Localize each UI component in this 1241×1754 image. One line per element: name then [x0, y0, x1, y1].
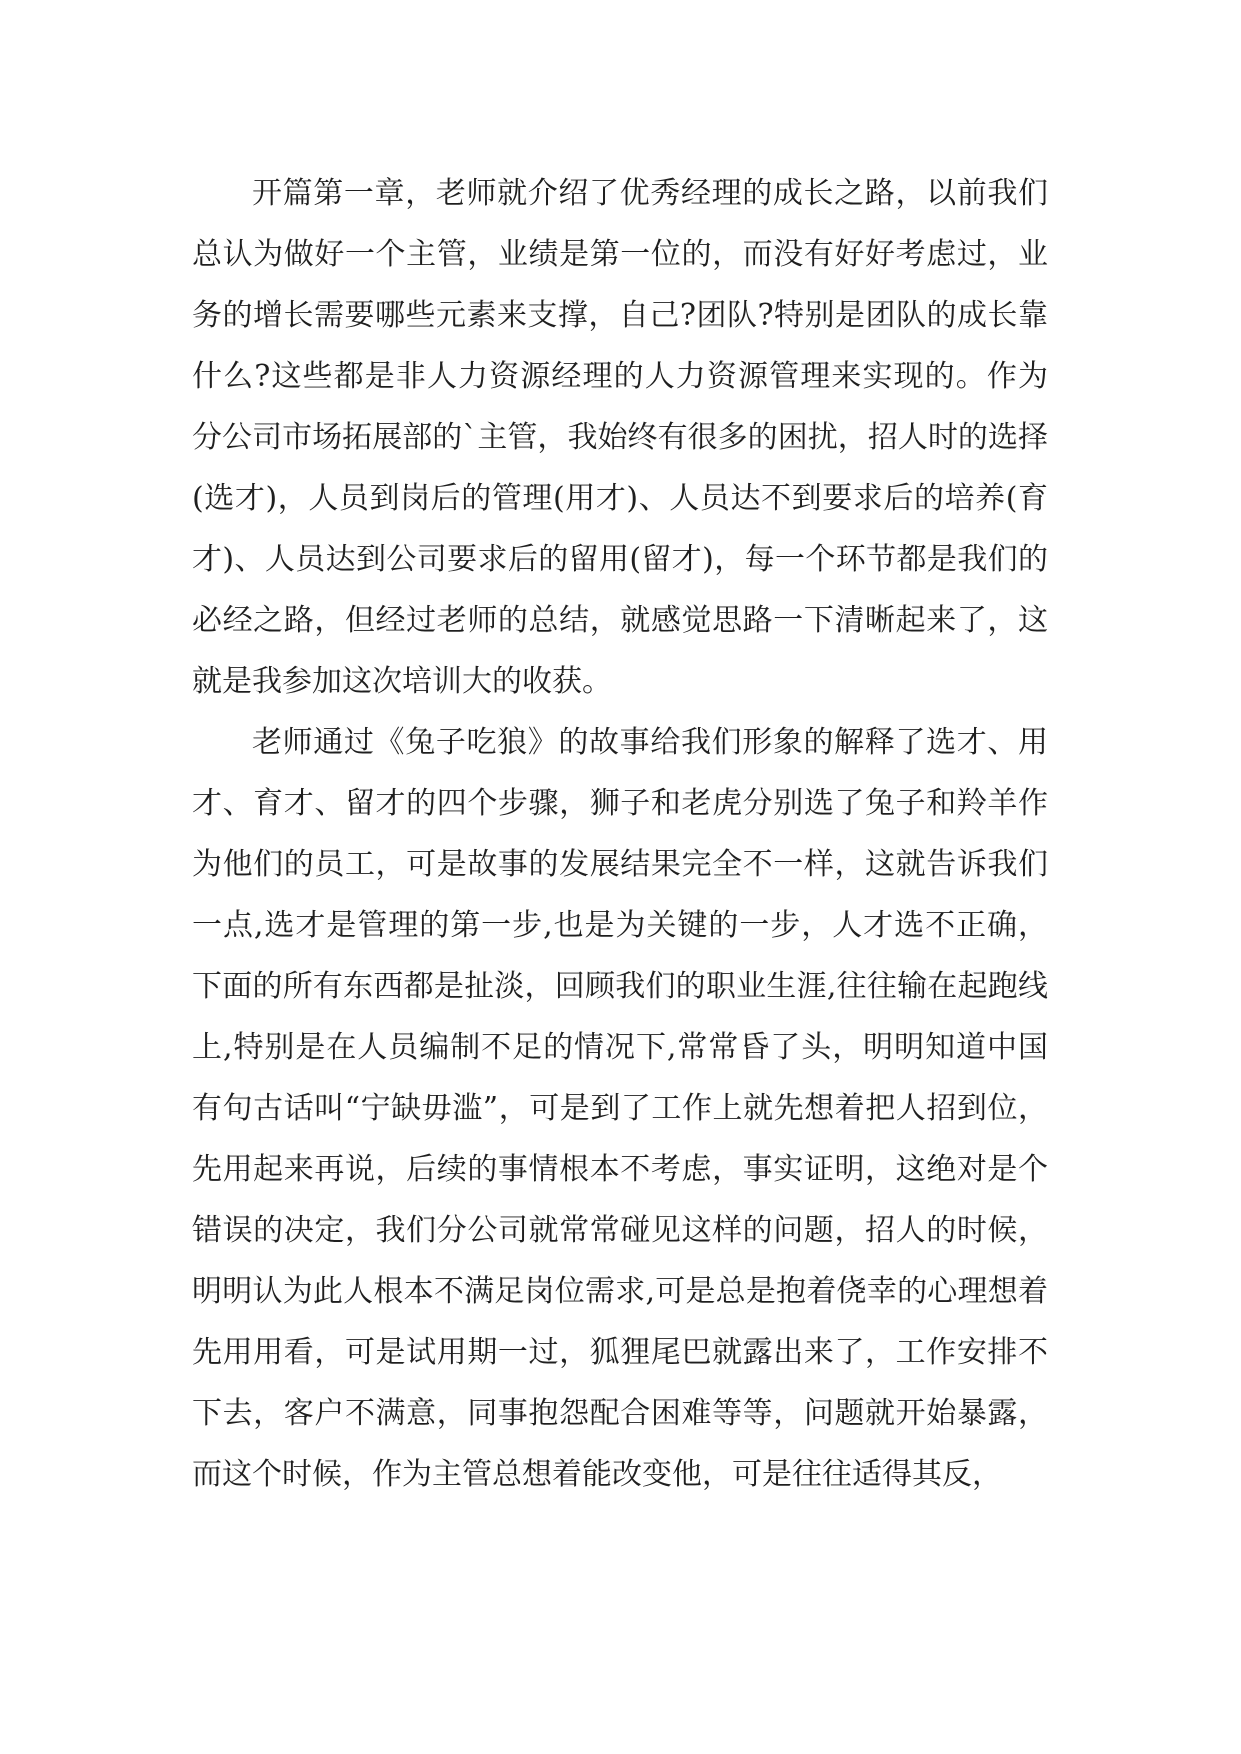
- paragraph-1: 开篇第一章，老师就介绍了优秀经理的成长之路，以前我们总认为做好一个主管，业绩是第一位的，而没有好好考虑过，业务的增长需要哪些元素来支撑，自己?团队?特别是团队的成长靠什么?这些都是非人力资源经理的人力资源管理来实现的。作为分公司市场拓展部的`主管，我始终有很多的困扰，招人时的选择(选才)，人员到岗后的管理(用才)、人员达不到要求后的培养(育才)、人员达到公司要求后的留用(留才)，每一个环节都是我们的必经之路，但经过老师的总结，就感觉思路一下清晰起来了，这就是我参加这次培训大的收获。: [192, 176, 1048, 699]
- document-body: [192, 163, 1048, 1505]
- paragraph-2: 老师通过《兔子吃狼》的故事给我们形象的解释了选才、用才、育才、留才的四个步骤，狮子和老虎分别选了兔子和羚羊作为他们的员工，可是故事的发展结果完全不一样，这就告诉我们一点,选才是管理的第一步,也是为关键的一步，人才选不正确，下面的所有东西都是扯淡，回顾我们的职业生涯,往往输在起跑线上,特别是在人员编制不足的情况下,常常昏了头，明明知道中国有句古话叫“宁缺毋滥”，可是到了工作上就先想着把人招到位，先用起来再说，后续的事情根本不考虑，事实证明，这绝对是个错误的决定，我们分公司就常常碰见这样的问题，招人的时候，明明认为此人根本不满足岗位需求,可是总是抱着侥幸的心理想着先用用看，可是试用期一过，狐狸尾巴就露出来了，工作安排不下去，客户不满意，同事抱怨配合困难等等，问题就开始暴露，而这个时候，作为主管总想着能改变他，可是往往适得其反，: [192, 725, 1048, 1492]
